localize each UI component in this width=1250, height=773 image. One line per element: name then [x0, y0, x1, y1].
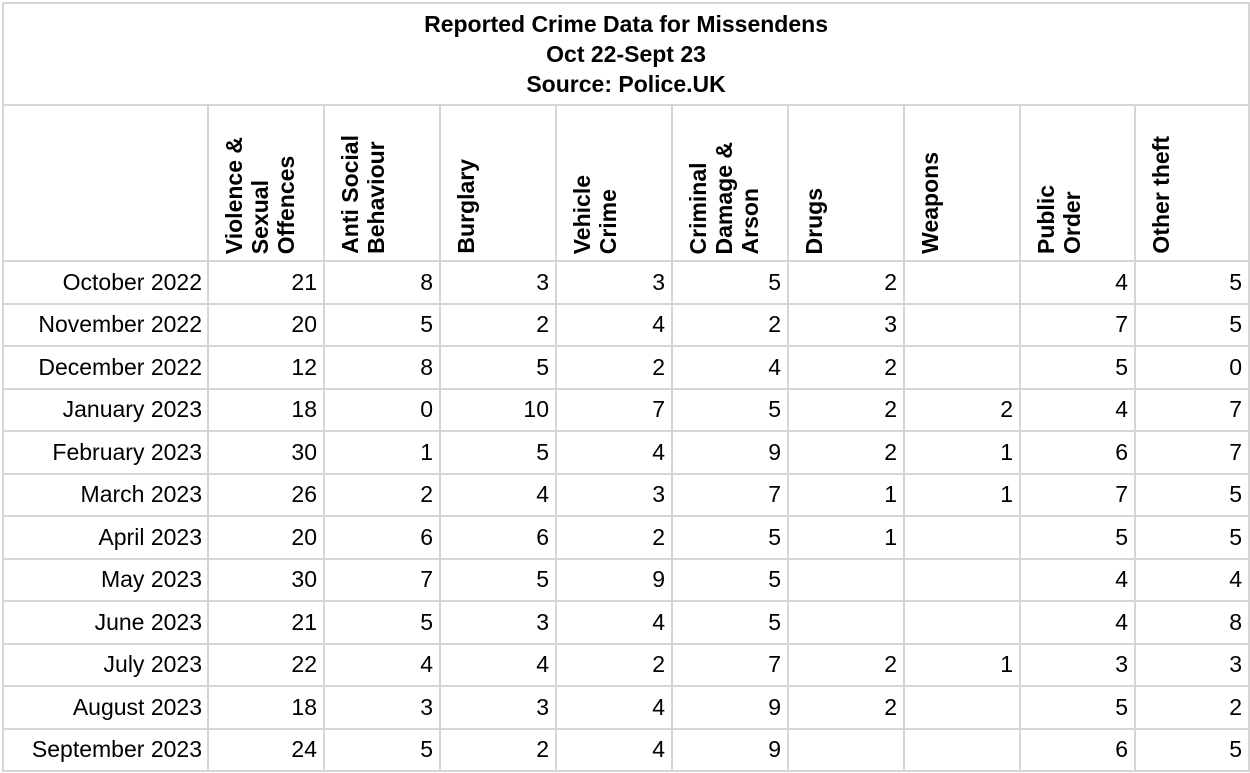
- column-header-wrap-3: [557, 106, 671, 260]
- column-header-wrap-7: [1021, 106, 1134, 260]
- table-cell: 1: [324, 431, 440, 474]
- table-cell: 5: [324, 304, 440, 347]
- table-row: [3, 516, 1249, 559]
- table-cell: 3: [440, 261, 556, 304]
- table-row: [3, 601, 1249, 644]
- table-cell: 3: [1135, 644, 1249, 687]
- table-cell: 5: [672, 516, 788, 559]
- table-cell: 20: [208, 304, 324, 347]
- table-cell: [788, 559, 904, 602]
- column-header-3: [556, 105, 672, 261]
- header-corner-cell: [3, 105, 208, 261]
- table-cell: [904, 686, 1020, 729]
- table-cell: 7: [672, 644, 788, 687]
- table-cell: 4: [556, 304, 672, 347]
- table-cell: 3: [556, 261, 672, 304]
- table-cell: 9: [672, 686, 788, 729]
- table-cell: [788, 729, 904, 772]
- row-month-label: February 2023: [3, 431, 208, 474]
- table-cell: 4: [1020, 601, 1135, 644]
- table-cell: 6: [440, 516, 556, 559]
- table-cell: 4: [1020, 559, 1135, 602]
- table-cell: 21: [208, 601, 324, 644]
- table-row: [3, 304, 1249, 347]
- table-cell: 22: [208, 644, 324, 687]
- table-cell: 7: [1020, 304, 1135, 347]
- table-cell: 5: [672, 389, 788, 432]
- table-cell: 7: [1135, 431, 1249, 474]
- table-cell: 5: [1020, 516, 1135, 559]
- row-month-label: September 2023: [3, 729, 208, 772]
- table-cell: 5: [1135, 729, 1249, 772]
- table-cell: 2: [904, 389, 1020, 432]
- column-header-0: [208, 105, 324, 261]
- column-header-label-7: Public Order: [1033, 184, 1085, 254]
- table-cell: 2: [788, 686, 904, 729]
- table-row: [3, 431, 1249, 474]
- table-body: [3, 261, 1249, 771]
- table-cell: 3: [440, 601, 556, 644]
- table-cell: 6: [324, 516, 440, 559]
- column-header-label-5: Drugs: [801, 187, 827, 254]
- table-cell: 5: [1020, 346, 1135, 389]
- table-cell: 5: [1135, 474, 1249, 517]
- table-cell: 20: [208, 516, 324, 559]
- title-line-3: Source: Police.UK: [526, 71, 726, 97]
- column-header-1: [324, 105, 440, 261]
- table-cell: 2: [788, 431, 904, 474]
- row-month-label: November 2022: [3, 304, 208, 347]
- table-cell: 5: [324, 729, 440, 772]
- table-cell: 4: [556, 729, 672, 772]
- table-row: [3, 261, 1249, 304]
- table-cell: 6: [1020, 729, 1135, 772]
- table-cell: 4: [440, 474, 556, 517]
- table-cell: 5: [1135, 304, 1249, 347]
- row-month-label: May 2023: [3, 559, 208, 602]
- table-cell: 2: [788, 389, 904, 432]
- column-header-label-2: Burglary: [453, 159, 479, 254]
- table-cell: 7: [1020, 474, 1135, 517]
- column-header-wrap-1: [325, 106, 439, 260]
- row-month-label: July 2023: [3, 644, 208, 687]
- column-header-wrap-5: [789, 106, 903, 260]
- table-cell: 3: [324, 686, 440, 729]
- column-header-8: [1135, 105, 1249, 261]
- table-cell: 4: [324, 644, 440, 687]
- column-header-label-4: Criminal Damage & Arson: [685, 141, 763, 254]
- table-cell: 2: [788, 261, 904, 304]
- table-row: [3, 389, 1249, 432]
- table-cell: 4: [556, 601, 672, 644]
- column-header-label-8: Other theft: [1148, 136, 1174, 254]
- table-cell: 9: [672, 729, 788, 772]
- table-cell: [904, 346, 1020, 389]
- table-title: [3, 3, 1249, 105]
- row-month-label: December 2022: [3, 346, 208, 389]
- column-header-4: [672, 105, 788, 261]
- table-cell: 5: [1135, 261, 1249, 304]
- table-cell: 2: [556, 516, 672, 559]
- table-cell: 2: [1135, 686, 1249, 729]
- column-header-wrap-8: [1136, 106, 1248, 260]
- table-cell: 5: [440, 559, 556, 602]
- table-cell: 7: [1135, 389, 1249, 432]
- table-row: [3, 686, 1249, 729]
- column-header-label-0: Violence & Sexual Offences: [221, 136, 299, 254]
- table-cell: 5: [440, 346, 556, 389]
- table-cell: 1: [788, 474, 904, 517]
- table-cell: 3: [1020, 644, 1135, 687]
- row-month-label: June 2023: [3, 601, 208, 644]
- table-cell: 1: [904, 474, 1020, 517]
- table-cell: 2: [672, 304, 788, 347]
- column-header-wrap-2: [441, 106, 555, 260]
- table-cell: 9: [556, 559, 672, 602]
- table-cell: 7: [672, 474, 788, 517]
- table-cell: 4: [1135, 559, 1249, 602]
- title-line-2: Oct 22-Sept 23: [546, 41, 706, 67]
- table-cell: 0: [1135, 346, 1249, 389]
- table-cell: 12: [208, 346, 324, 389]
- column-header-7: [1020, 105, 1135, 261]
- table-cell: 2: [440, 729, 556, 772]
- table-cell: [904, 516, 1020, 559]
- table-cell: 18: [208, 389, 324, 432]
- table-cell: 24: [208, 729, 324, 772]
- table-cell: 2: [324, 474, 440, 517]
- table-cell: 5: [1135, 516, 1249, 559]
- column-header-wrap-4: [673, 106, 787, 260]
- table-cell: 2: [556, 346, 672, 389]
- table-cell: 4: [672, 346, 788, 389]
- table-cell: 8: [324, 261, 440, 304]
- table-cell: 4: [1020, 261, 1135, 304]
- column-header-label-1: Anti Social Behaviour: [337, 135, 389, 254]
- column-header-wrap-0: [209, 106, 323, 260]
- table-cell: 4: [556, 431, 672, 474]
- table-cell: 4: [1020, 389, 1135, 432]
- table-cell: 1: [904, 644, 1020, 687]
- table-cell: 9: [672, 431, 788, 474]
- table-cell: 5: [672, 559, 788, 602]
- table-cell: 5: [672, 601, 788, 644]
- column-header-row: [3, 105, 1249, 261]
- table-cell: 4: [556, 686, 672, 729]
- table-cell: 21: [208, 261, 324, 304]
- table-cell: 5: [440, 431, 556, 474]
- table-cell: [904, 729, 1020, 772]
- table-cell: 3: [440, 686, 556, 729]
- table-cell: 1: [788, 516, 904, 559]
- table-cell: 5: [324, 601, 440, 644]
- table-cell: [788, 601, 904, 644]
- table-cell: 7: [556, 389, 672, 432]
- row-month-label: January 2023: [3, 389, 208, 432]
- table-cell: [904, 304, 1020, 347]
- table-row: [3, 729, 1249, 772]
- table-row: [3, 346, 1249, 389]
- table-row: [3, 559, 1249, 602]
- table-row: [3, 474, 1249, 517]
- table-cell: 2: [788, 346, 904, 389]
- column-header-wrap-6: [905, 106, 1019, 260]
- column-header-6: [904, 105, 1020, 261]
- row-month-label: August 2023: [3, 686, 208, 729]
- title-line-1: Reported Crime Data for Missendens: [424, 11, 828, 37]
- table-cell: 2: [440, 304, 556, 347]
- table-cell: 3: [788, 304, 904, 347]
- table-cell: 8: [1135, 601, 1249, 644]
- crime-data-table-container: [2, 2, 1248, 771]
- row-month-label: April 2023: [3, 516, 208, 559]
- table-cell: 30: [208, 431, 324, 474]
- table-cell: 18: [208, 686, 324, 729]
- table-cell: 0: [324, 389, 440, 432]
- row-month-label: March 2023: [3, 474, 208, 517]
- table-cell: 2: [788, 644, 904, 687]
- table-cell: [904, 601, 1020, 644]
- table-cell: 5: [1020, 686, 1135, 729]
- table-cell: 26: [208, 474, 324, 517]
- table-cell: 30: [208, 559, 324, 602]
- table-cell: 6: [1020, 431, 1135, 474]
- table-cell: [904, 559, 1020, 602]
- row-month-label: October 2022: [3, 261, 208, 304]
- table-cell: [904, 261, 1020, 304]
- table-cell: 2: [556, 644, 672, 687]
- table-row: [3, 644, 1249, 687]
- crime-data-table: [2, 2, 1250, 772]
- table-cell: 10: [440, 389, 556, 432]
- table-cell: 7: [324, 559, 440, 602]
- table-cell: 3: [556, 474, 672, 517]
- table-cell: 5: [672, 261, 788, 304]
- table-cell: 4: [440, 644, 556, 687]
- table-cell: 8: [324, 346, 440, 389]
- column-header-2: [440, 105, 556, 261]
- column-header-label-6: Weapons: [917, 152, 943, 254]
- table-cell: 1: [904, 431, 1020, 474]
- column-header-label-3: Vehicle Crime: [569, 174, 621, 254]
- column-header-5: [788, 105, 904, 261]
